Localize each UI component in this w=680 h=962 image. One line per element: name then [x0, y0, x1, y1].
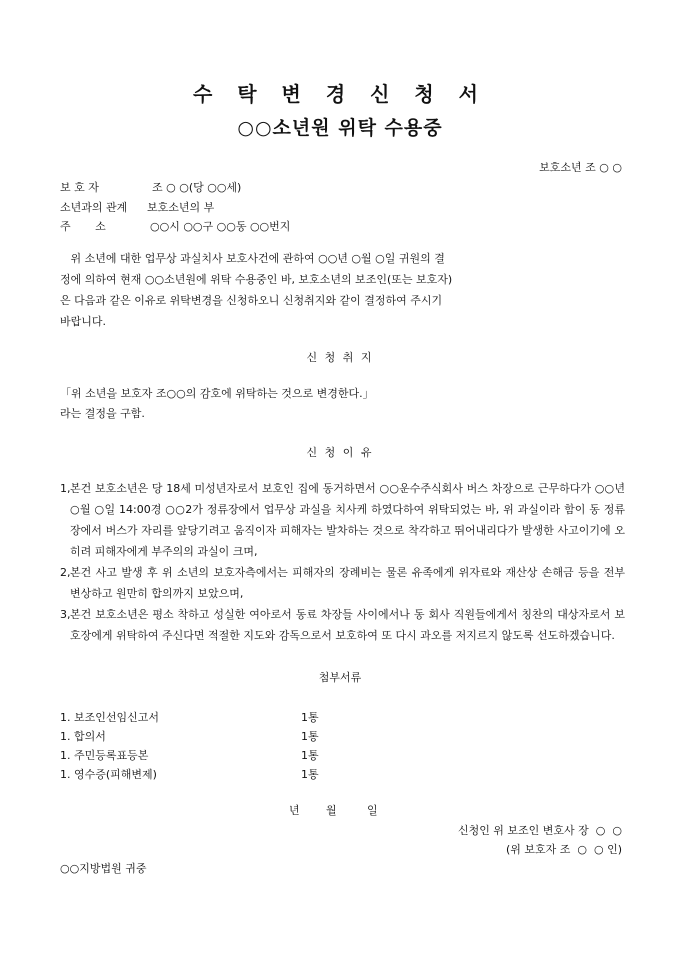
purpose-heading: 신 청 취 지	[306, 351, 374, 364]
attachment-name: 1. 주민등록표등본	[60, 749, 149, 762]
reason-text: 본건 사고 발생 후 위 소년의 보호자측에서는 피해자의 장례비는 물론 유족에게 위자료와 재산상 손해금 등을 전부 변상하고 원만히 합의까지 보았으며,	[70, 566, 625, 600]
applicant-sub-line: (위 보호자 조 ○ ○ 인)	[505, 843, 622, 856]
attachments-heading: 첨부서류	[318, 671, 362, 684]
document-title: 수 탁 변 경 신 청 서	[192, 82, 488, 106]
reason-number: 2,	[60, 566, 71, 579]
reason-item	[60, 562, 625, 604]
intro-paragraph	[60, 248, 622, 332]
reason-text: 본건 보호소년은 당 18세 미성년자로서 보호인 집에 동거하면서 ○○운수주식회사 버스 차장으로 근무하다가 ○○년 ○월 ○일 14:00경 ○○2가 정류장에서 업무상 과실을 치사케 하였다하여 위탁되었는 바, 위 과실이라 함이 동 정류장에서 버스가 자리를 앞당기려고 움직이자 피해자는 발차하는 것으로 착각하고 뛰어내리다가 발생한 사고이기에 오히려 피해자에게 부주의의 과실이 크며,	[70, 482, 625, 558]
relation-value: 보호소년의 부	[147, 201, 215, 214]
court-line: ○○지방법원 귀중	[60, 862, 147, 875]
reason-heading: 신 청 이 유	[306, 446, 374, 459]
intro-line: 정에 의하여 현재 ○○소년원에 위탁 수용중인 바, 보호소년의 보조인(또는 보호자)	[60, 273, 453, 286]
intro-line: 위 소년에 대한 업무상 과실치사 보호사건에 관하여 ○○년 ○월 ○일 귀원의 결	[60, 252, 445, 265]
attachment-count: 1통	[301, 749, 319, 762]
guardian-value: 조 ○ ○(당 ○○세)	[152, 181, 242, 194]
reason-number: 3,	[60, 608, 71, 621]
attachment-count: 1통	[301, 711, 319, 724]
address-value: ○○시 ○○구 ○○동 ○○번지	[150, 220, 291, 233]
intro-line: 은 다음과 같은 이유로 위탁변경을 신청하오니 신청취지와 같이 결정하여 주시기	[60, 294, 443, 307]
guardian-label: 보 호 자	[60, 181, 99, 194]
date-day: 일	[367, 804, 378, 817]
attachment-name: 1. 보조인선임신고서	[60, 711, 159, 724]
reason-text: 본건 보호소년은 평소 착하고 성실한 여아로서 동료 차장들 사이에서나 동 회사 직원들에게서 칭찬의 대상자로서 보호장에게 위탁하여 주신다면 적절한 지도와 감독으로서 보호하여 또 다시 과오를 저지르지 않도록 선도하겠습니다.	[70, 608, 625, 642]
attachment-count: 1통	[301, 730, 319, 743]
date-month: 월	[326, 804, 337, 817]
reason-item	[60, 604, 625, 646]
document-subtitle: ○○소년원 위탁 수용중	[237, 117, 443, 139]
purpose-line: 「위 소년을 보호자 조○○의 감호에 위탁하는 것으로 변경한다.」	[60, 387, 374, 400]
relation-label: 소년과의 관계	[60, 201, 128, 214]
date-year: 년	[289, 804, 300, 817]
applicant-line: 신청인 위 보조인 변호사 장 ○ ○	[457, 824, 622, 837]
reason-number: 1,	[60, 482, 71, 495]
purpose-line: 라는 결정을 구함.	[60, 407, 145, 420]
attachment-count: 1통	[301, 768, 319, 781]
address-label: 주 소	[60, 220, 106, 233]
attachment-name: 1. 합의서	[60, 730, 106, 743]
attachment-name: 1. 영수증(피해변제)	[60, 768, 157, 781]
juvenile-line: 보호소년 조 ○ ○	[539, 161, 622, 174]
intro-line: 바랍니다.	[60, 315, 107, 328]
reason-item	[60, 478, 625, 562]
